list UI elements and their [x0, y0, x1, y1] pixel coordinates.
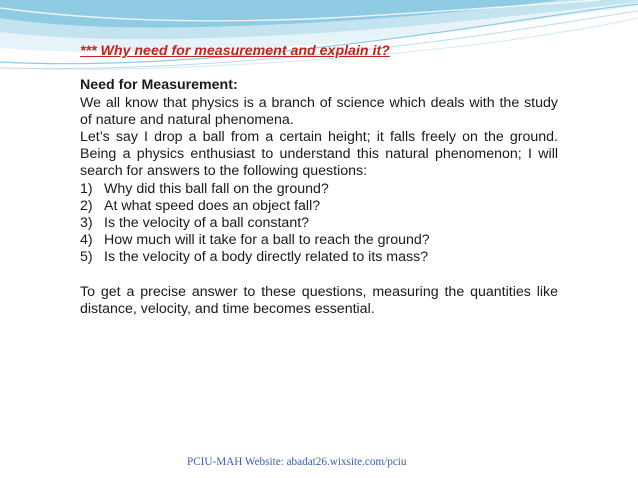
question-item — [80, 232, 558, 249]
question-number: 4) — [80, 232, 93, 249]
spacer — [80, 267, 558, 284]
question-item — [80, 249, 558, 266]
question-text: Why did this ball fall on the ground? — [104, 180, 329, 197]
question-text: Is the velocity of a ball constant? — [104, 215, 310, 231]
question-number: 3) — [80, 215, 93, 231]
question-item — [80, 215, 558, 232]
paragraph-conclusion: To get a precise answer to these questions, measuring the quantities like distance, velocity, and time becomes essential. — [80, 283, 558, 317]
question-item — [80, 198, 558, 215]
footer-website: PCIU-MAH Website: abadat26.wixsite.com/pciu — [187, 456, 407, 468]
question-text: How much will it take for a ball to reach the ground? — [104, 232, 430, 249]
question-number: 5) — [80, 249, 93, 266]
paragraph-intro: We all know that physics is a branch of science which deals with the study of nature and natural phenomena. — [80, 94, 558, 128]
spacer — [80, 60, 558, 77]
slide-heading: *** Why need for measurement and explain it? — [80, 43, 390, 59]
question-item — [80, 181, 558, 198]
paragraph-example: Let’s say I drop a ball from a certain height; it falls freely on the ground. Being a physics enthusiast to understand this natural phenomenon; I will search for answers to the following questions: — [80, 128, 558, 180]
question-list — [80, 181, 558, 267]
question-text: At what speed does an object fall? — [104, 197, 321, 214]
slide-content — [80, 43, 558, 318]
question-text: Is the velocity of a body directly related to its mass? — [104, 249, 429, 266]
question-number: 1) — [80, 180, 93, 197]
question-number: 2) — [80, 197, 93, 214]
section-title: Need for Measurement: — [80, 77, 238, 94]
